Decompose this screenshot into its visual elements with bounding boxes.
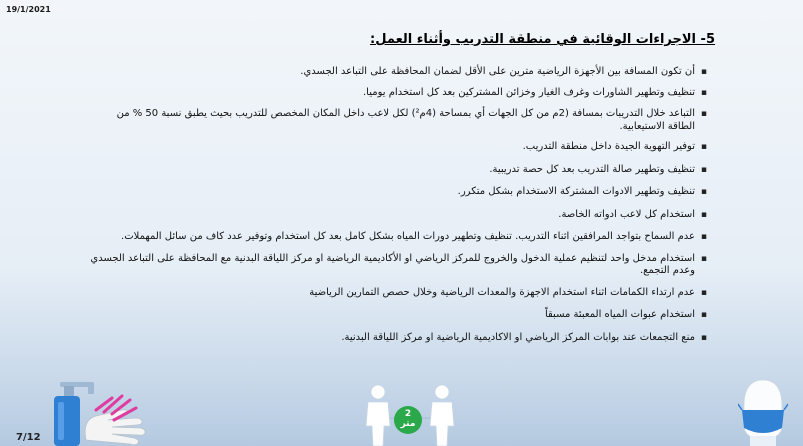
- hand-sanitizer-icon: [52, 380, 152, 446]
- list-item: ▪ التباعد خلال التدريبات بمسافة (2م من كل الجهات أي بمساحة (4م²) لكل لاعب داخل المكان المخصص للتدريب بحيث يطبق نسبة 50 % من الطاقة الاستيعابية.: [87, 108, 707, 133]
- section-title: 5- الاجراءات الوقائية في منطقة التدريب وأثناء العمل:: [370, 32, 715, 47]
- date-label: 19/1/2021: [6, 5, 51, 14]
- list-item: ▪ توفير التهوية الجيدة داخل منطقة التدريب.: [87, 141, 707, 154]
- list-item: ▪ تنظيف وتطهير صالة التدريب بعد كل حصة تدريبية.: [87, 164, 707, 177]
- distance-unit: متر: [400, 419, 416, 429]
- list-item: ▪ استخدام مدخل واحد لتنظيم عملية الدخول والخروج للمركز الرياضي او الأكاديمية الرياضية او مركز اللياقة البدنية مع المحافظة على التباعد الجسدي وعدم التجمع.: [87, 253, 707, 278]
- list-item: ▪ عدم السماح بتواجد المرافقين اثناء التدريب. تنظيف وتطهير دورات المياه بشكل كامل بعد كل استخدام وتوفير عدد كاف من سائل المهملات.: [87, 231, 707, 244]
- measures-list: [87, 66, 707, 344]
- list-item: ▪ تنظيف وتطهير الشاورات وغرف الغيار وخزائن المشتركين بعد كل استخدام يوميا.: [87, 87, 707, 100]
- distance-number: 2: [404, 409, 412, 419]
- list-item: ▪ عدم ارتداء الكمامات اثناء استخدام الاجهزة والمعدات الرياضية وخلال حصص التمارين الرياضية: [87, 287, 707, 300]
- list-item: ▪ استخدام كل لاعب ادواته الخاصة.: [87, 209, 707, 222]
- list-item: ▪ تنظيف وتطهير الادوات المشتركة الاستخدام بشكل متكرر.: [87, 186, 707, 199]
- list-item: ▪ منع التجمعات عند بوابات المركز الرياضي او الاكاديمية الرياضية او مركز اللياقة البدنية.: [87, 332, 707, 345]
- list-item: ▪ أن تكون المسافة بين الأجهزة الرياضية مترين على الأقل لضمان المحافظة على التباعد الجسدي.: [87, 66, 707, 79]
- page-number: 7/12: [16, 432, 41, 443]
- distance-badge: [394, 406, 422, 434]
- list-item: ▪ استخدام عبوات المياه المعبئة مسبقاً: [87, 309, 707, 322]
- face-mask-icon: [738, 376, 788, 446]
